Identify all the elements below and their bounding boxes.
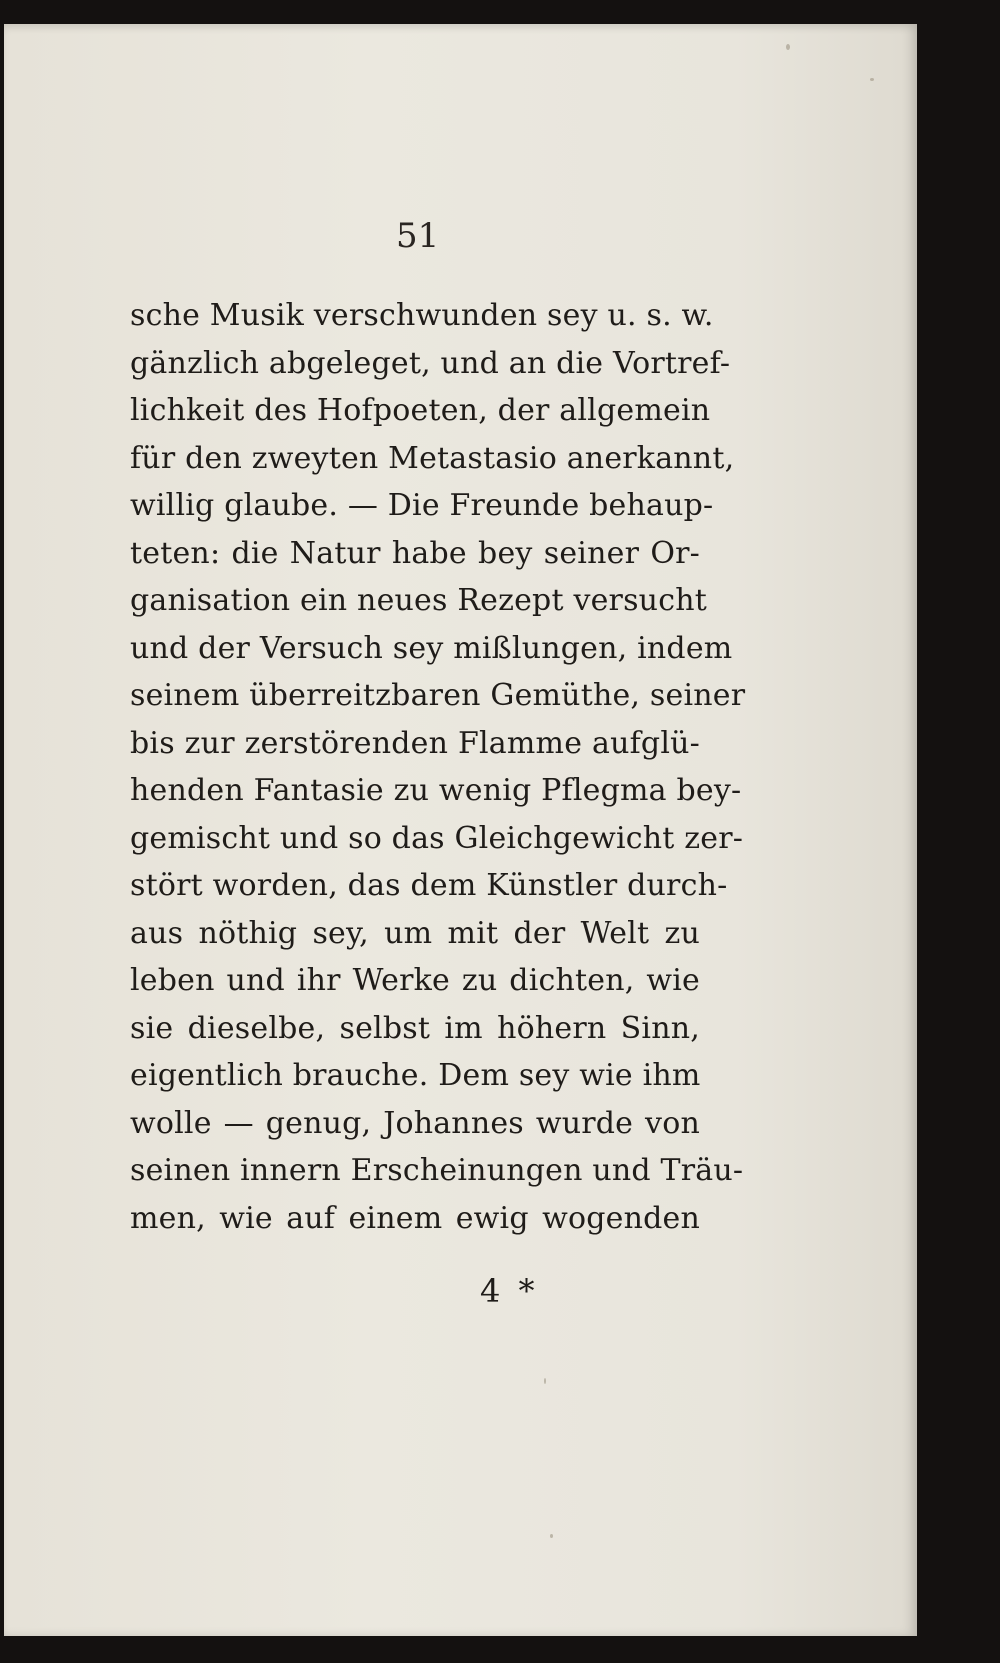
paper-speck <box>544 1378 546 1384</box>
book-page <box>4 24 917 1636</box>
text-line: men, wie auf einem ewig wogenden <box>130 1200 700 1236</box>
text-line: und der Versuch sey mißlungen, indem <box>130 630 733 666</box>
text-line: bis zur zerstörenden Flamme aufglü- <box>130 725 700 761</box>
text-line: gänzlich abgeleget, und an die Vortref- <box>130 345 731 381</box>
text-line: wolle — genug, Johannes wurde von <box>130 1105 700 1141</box>
body-text <box>130 292 746 1242</box>
text-line: ganisation ein neues Rezept versucht <box>130 583 707 618</box>
text-line: eigentlich brauche. Dem sey wie ihm <box>130 1058 701 1093</box>
text-line: gemischt und so das Gleichgewicht zer- <box>130 820 744 856</box>
paper-speck <box>550 1534 553 1538</box>
page-number: 51 <box>396 216 440 256</box>
text-line: sche Musik verschwunden sey u. s. w. <box>130 298 714 333</box>
text-line: willig glaube. — Die Freunde behaup- <box>130 488 714 523</box>
text-line: seinem überreitzbaren Gemüthe, seiner <box>130 678 746 713</box>
paper-speck <box>786 44 790 50</box>
text-line: für den zweyten Metastasio anerkannt, <box>130 440 735 476</box>
signature-mark: 4 * <box>480 1272 535 1310</box>
text-line: henden Fantasie zu wenig Pflegma bey- <box>130 773 742 808</box>
text-line: lichkeit des Hofpoeten, der allgemein <box>130 393 711 428</box>
text-line: seinen innern Erscheinungen und Träu- <box>130 1153 744 1188</box>
text-line: sie dieselbe, selbst im höhern Sinn, <box>130 1010 700 1046</box>
text-line: aus nöthig sey, um mit der Welt zu <box>130 915 700 951</box>
text-line: teten: die Natur habe bey seiner Or- <box>130 535 700 571</box>
paper-speck <box>870 78 874 81</box>
text-line: leben und ihr Werke zu dichten, wie <box>130 963 700 998</box>
text-line: stört worden, das dem Künstler durch- <box>130 868 728 903</box>
